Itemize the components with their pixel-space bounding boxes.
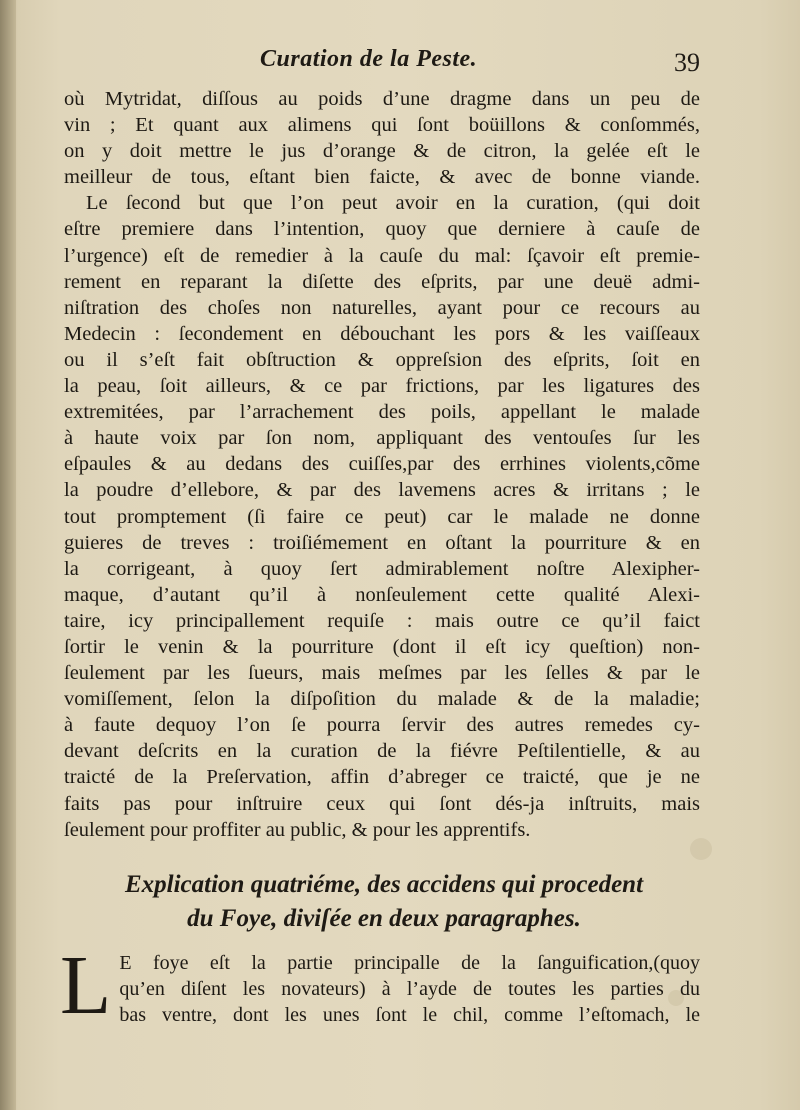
section-heading [60, 868, 708, 936]
text-line: la poudre d’ellebore, & par des lavemens acres & irritans ; le [64, 479, 700, 502]
text-line: vomiſſement, ſelon la diſpoſition du malade & de la maladie; [64, 688, 700, 711]
text-line: qu’en diſent les novateurs) à l’ayde de toutes les parties du [119, 978, 700, 1001]
running-head: Curation de la Peste. [260, 46, 478, 72]
page-number: 39 [674, 48, 700, 77]
text-line: bas ventre, dont les unes ſont le chil, comme l’eſtomach, le [119, 1004, 700, 1027]
text-line: la corrigeant, à quoy ſert admirablement noſtre Alexipher- [64, 557, 700, 580]
text-line: où Mytridat, diſſous au poids d’une dragme dans un peu de [64, 88, 700, 110]
section-heading-line-2: du Foye, diviſée en deux paragraphes. [187, 905, 581, 932]
drop-cap: L [60, 939, 112, 1032]
text-line: Medecin : ſecondement en débouchant les pors & les vaiſſeaux [64, 322, 700, 345]
text-line: taire, icy principallement requiſe : mais outre ce qu’il faict [64, 609, 700, 632]
text-line: à haute voix par ſon nom, appliquant des ventouſes ſur les [64, 427, 700, 450]
text-line: meilleur de tous, eſtant bien faicte, & avec de bonne viande. [64, 166, 700, 189]
text-line: niſtration des choſes non naturelles, ayant pour ce recours au [64, 296, 700, 319]
text-line: traicté de la Preſervation, affin d’abreger ce traicté, que je ne [64, 766, 700, 789]
text-line: ſeulement par les ſueurs, mais meſmes par les ſelles & par le [64, 662, 700, 685]
text-line: la peau, ſoit ailleurs, & ce par frictions, par les ligatures des [64, 375, 700, 398]
text-line: faits pas pour inſtruire ceux qui ſont dés-ja inſtruits, mais [64, 792, 700, 815]
text-line: on y doit mettre le jus d’orange & de citron, la gelée eſt le [64, 140, 700, 163]
text-line: ſeulement pour proffiter au public, & pour les apprentifs. [64, 818, 531, 841]
section-text-block [60, 939, 700, 1032]
text-line: Le ſecond but que l’on peut avoir en la curation, (qui doit [86, 192, 700, 215]
section-heading-line-1: Explication quatriéme, des accidens qui procedent [124, 871, 644, 898]
text-line: guieres de treves : troiſiémement en oſtant la pourriture & en [64, 531, 700, 554]
binding-gutter [0, 0, 16, 1110]
text-line: ſortir le venin & la pourriture (dont il eſt icy queſtion) non- [64, 635, 700, 658]
text-line: tout promptement (ſi faire ce peut) car le malade ne donne [64, 505, 700, 528]
text-line: ou il s’eſt fait obſtruction & oppreſsion des eſprits, ſoit en [64, 348, 700, 371]
page-header [60, 44, 700, 84]
text-line: l’urgence) eſt de remedier à la cauſe du mal: ſçavoir eſt premie- [64, 244, 700, 267]
paper-stain [668, 990, 684, 1006]
text-line: rement en reparant la diſette des eſprits, par une deuë admi- [64, 270, 700, 293]
paper-stain [690, 838, 712, 860]
text-line: eſtre premiere dans l’intention, quoy que derniere à cauſe de [64, 218, 700, 241]
text-line: extremitées, par l’arrachement des poils, appellant le malade [64, 401, 700, 424]
text-line: eſpaules & au dedans des cuiſſes,par des errhines violents,cõme [64, 453, 700, 476]
main-text-block [64, 86, 700, 843]
text-line: vin ; Et quant aux alimens qui ſont boüillons & conſommés, [64, 114, 700, 137]
text-line: à faute dequoy l’on ſe pourra ſervir des autres remedes cy- [64, 714, 700, 737]
text-line: E foye eſt la partie principalle de la ſanguification,(quoy [119, 952, 700, 974]
text-line: devant deſcrits en la curation de la fiévre Peſtilentielle, & au [64, 740, 700, 763]
text-line: maque, d’autant qu’il à nonſeulement cette qualité Alexi- [64, 583, 700, 606]
